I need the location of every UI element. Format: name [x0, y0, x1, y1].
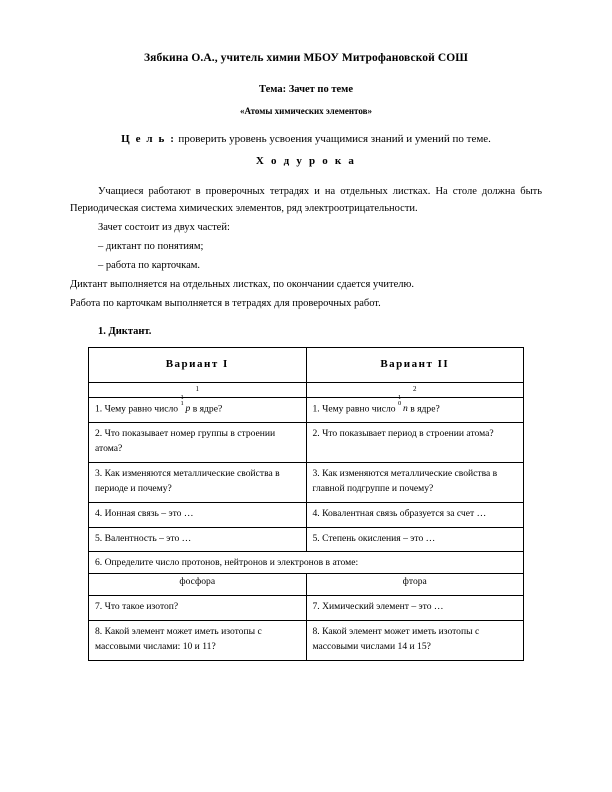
- intro-paragraph-2: Зачет состоит из двух частей:: [98, 221, 230, 233]
- cell-question-5-variant-1: 5. Валентность – это …: [89, 527, 307, 552]
- table-row: [89, 397, 524, 422]
- question-suffix: в ядре?: [192, 403, 223, 415]
- table-body: [89, 394, 524, 660]
- column-header-variant-2: Вариант II: [306, 347, 524, 382]
- question-text: 1. Чему равно число: [312, 403, 396, 415]
- dictation-table: [88, 347, 524, 661]
- cell-question-3-variant-2: 3. Как изменяются металлические свойства в главной подгруппе и почему?: [306, 463, 524, 503]
- cell-question-1-variant-1: [89, 394, 307, 422]
- table-row: [89, 596, 524, 621]
- author-line: Зябкина О.А., учитель химии МБОУ Митрофановской СОШ: [143, 52, 469, 64]
- cell-question-6-variant-2: фтора: [306, 574, 524, 596]
- goal-line: [70, 133, 542, 147]
- table-row: [89, 502, 524, 527]
- table-row-merged: [89, 552, 524, 574]
- cell-question-3-variant-1: 3. Как изменяются металлические свойства в периоде и почему?: [89, 463, 307, 503]
- cell-question-8-variant-1: 8. Какой элемент может иметь изотопы с массовыми числами: 10 и 11?: [89, 621, 307, 661]
- table-row: [89, 423, 524, 463]
- cell-question-7-variant-1: 7. Что такое изотоп?: [89, 596, 307, 621]
- cell-question-6-merged: 6. Определите число протонов, нейтронов и электронов в атоме:: [89, 552, 524, 574]
- table-header-row: [89, 347, 524, 382]
- dictation-section-heading: 1. Диктант.: [98, 325, 152, 337]
- theme-line: Тема: Зачет по теме: [258, 83, 353, 95]
- goal-text: проверить уровень усвоения учащимися знаний и умений по теме.: [178, 133, 491, 146]
- intro-bullet-1: – диктант по понятиям;: [98, 240, 204, 252]
- intro-paragraph-1: Учащиеся работают в проверочных тетрадях и на отдельных листках. На столе должна быть Периодическая система химических элементов, ряд электроотрицательности.: [70, 185, 542, 214]
- theme-title: «Атомы химических элементов»: [240, 106, 372, 117]
- intro-paragraph-3: Диктант выполняется на отдельных листках, по окончании сдается учителю.: [70, 278, 415, 290]
- cell-question-6-variant-1: фосфора: [89, 574, 307, 596]
- question-text: 1. Чему равно число: [95, 403, 179, 415]
- cell-question-4-variant-2: 4. Ковалентная связь образуется за счет …: [306, 502, 524, 527]
- cell-question-2-variant-1: 2. Что показывает номер группы в строении атома?: [89, 423, 307, 463]
- column-number-2: 2: [306, 382, 524, 397]
- column-number-1: 1: [89, 382, 307, 397]
- cell-question-5-variant-2: 5. Степень окисления – это …: [306, 527, 524, 552]
- nuclide-proton: 1 1 p: [180, 394, 191, 415]
- table-row: [89, 527, 524, 552]
- particle-symbol: n: [402, 403, 408, 415]
- table-row: [89, 463, 524, 503]
- intro-paragraph-4: Работа по карточкам выполняется в тетрадях для проверочных работ.: [70, 297, 381, 309]
- table-row: [89, 621, 524, 661]
- cell-question-1-variant-2: [306, 394, 524, 422]
- question-suffix: в ядре?: [410, 403, 440, 415]
- cell-question-4-variant-1: 4. Ионная связь – это …: [89, 502, 307, 527]
- particle-symbol: p: [185, 403, 191, 415]
- column-header-variant-1: Вариант I: [89, 347, 307, 382]
- intro-bullet-2: – работа по карточкам.: [98, 259, 201, 271]
- nuclide-neutron: 1 0 n: [397, 394, 408, 415]
- table-row: [89, 574, 524, 596]
- cell-question-2-variant-2: 2. Что показывает период в строении атома?: [306, 423, 524, 463]
- table-colnum-row: [89, 382, 524, 397]
- lesson-course-heading: Х о д у р о к а: [255, 154, 357, 167]
- cell-question-7-variant-2: 7. Химический элемент – это …: [306, 596, 524, 621]
- goal-label: Ц е л ь :: [121, 133, 176, 146]
- cell-question-8-variant-2: 8. Какой элемент может иметь изотопы с массовыми числами 14 и 15?: [306, 621, 524, 661]
- table-head: [89, 347, 524, 397]
